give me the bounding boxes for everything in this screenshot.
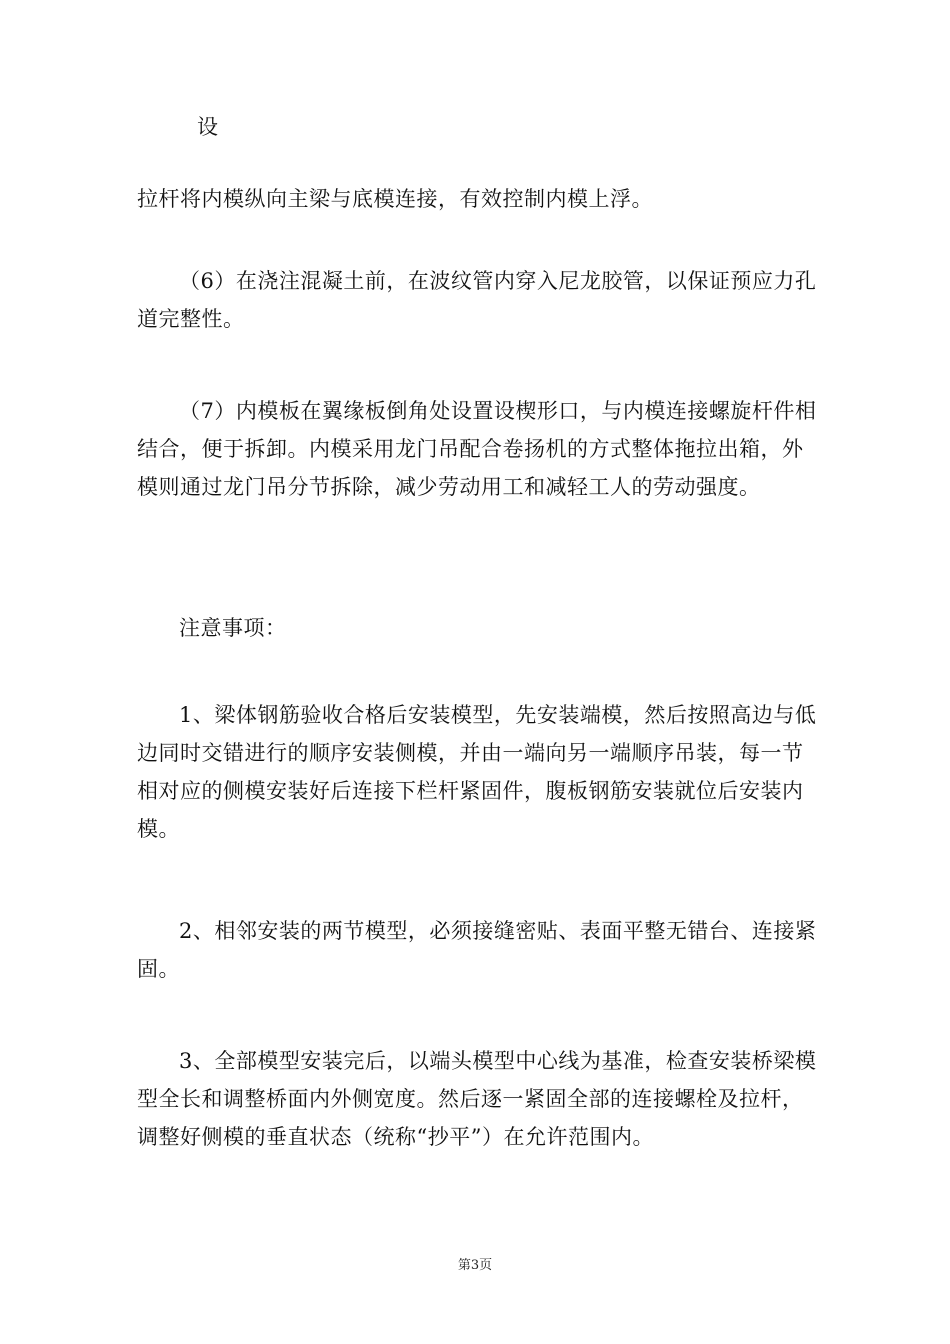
page-number: 第3页: [457, 1258, 493, 1273]
notes-heading: 注意事项：: [179, 616, 287, 640]
note-item-2: 2、相邻安装的两节模型，必须接缝密贴、表面平整无错台、连接紧固。: [137, 919, 817, 981]
paragraph-item-7: （7）内模板在翼缘板倒角处设置设楔形口，与内模连接螺旋杆件相结合，便于拆卸。内模采用龙门吊配合卷扬机的方式整体拖拉出箱，外模则通过龙门吊分节拆除，减少劳动用工和减轻工人的劳动强度。: [137, 399, 817, 499]
note-item-1: 1、梁体钢筋验收合格后安装模型，先安装端模，然后按照高边与低边同时交错进行的顺序安装侧模，并由一端向另一端顺序吊装，每一节相对应的侧模安装好后连接下栏杆紧固件，腹板钢筋安装就位后安装内模。: [137, 703, 817, 841]
paragraph-continuation: 拉杆将内模纵向主梁与底模连接，有效控制内模上浮。: [137, 187, 653, 211]
paragraph-fragment: 设: [197, 115, 219, 139]
paragraph-item-6: （6）在浇注混凝土前，在波纹管内穿入尼龙胶管，以保证预应力孔道完整性。: [137, 269, 817, 331]
note-item-3: 3、全部模型安装完后，以端头模型中心线为基准，检查安装桥梁模型全长和调整桥面内外侧宽度。然后逐一紧固全部的连接螺栓及拉杆，调整好侧模的垂直状态（统称“抄平”）在允许范围内。: [137, 1049, 817, 1149]
